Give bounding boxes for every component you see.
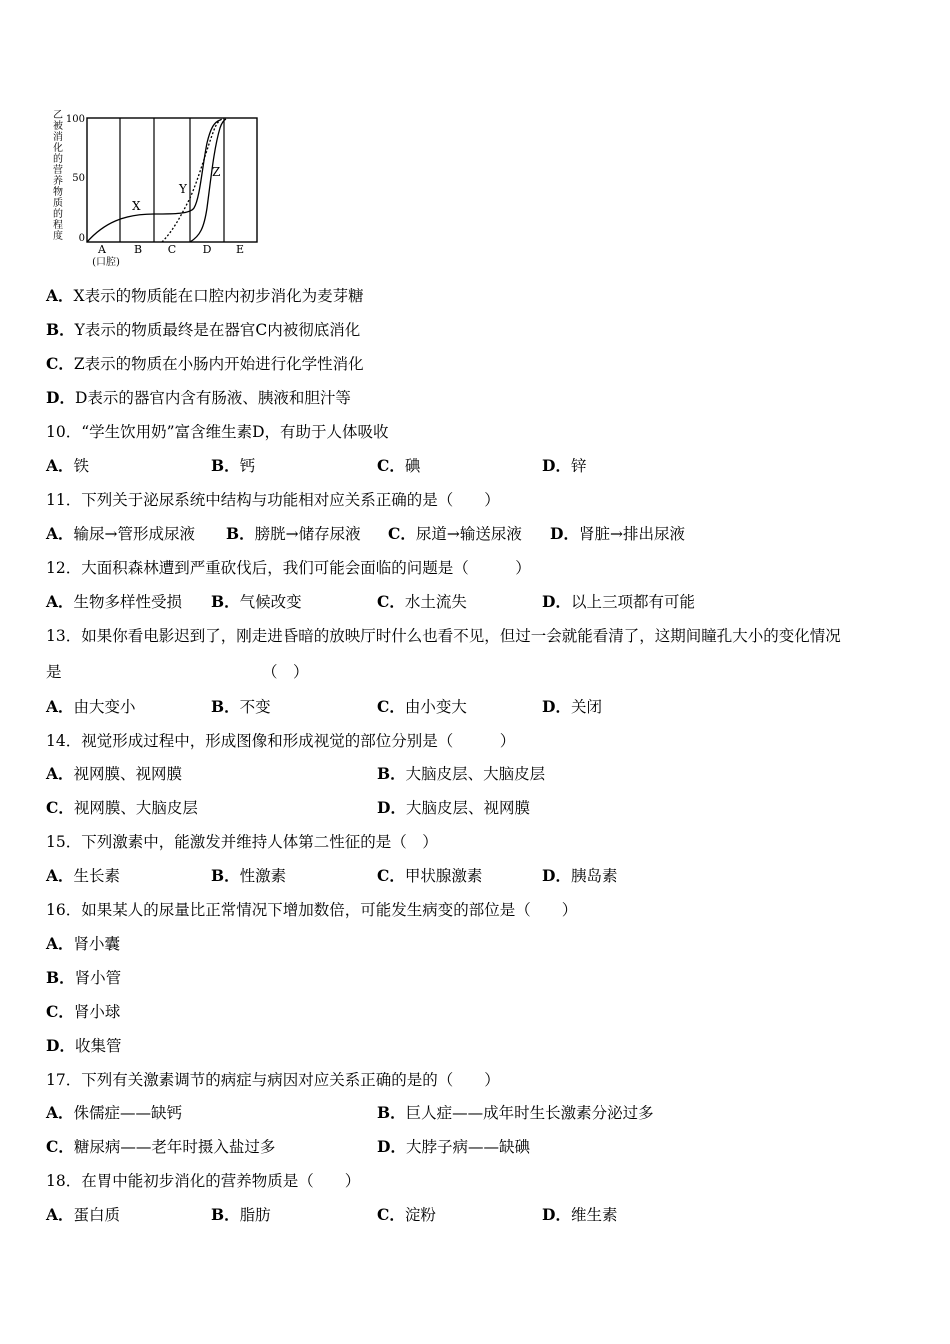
- q18-option-d: D．维生素: [542, 1205, 618, 1224]
- q16-stem: 16．如果某人的尿量比正常情况下增加数倍，可能发生病变的部位是（ ）: [46, 901, 578, 919]
- q14-option-a: A．视网膜、视网膜: [46, 764, 183, 783]
- q9-option-d: D．D表示的器官内含有肠液、胰液和胆汁等: [46, 388, 351, 407]
- ylabel-char: 化: [53, 143, 63, 154]
- ylabel-char: 的: [53, 154, 63, 165]
- ylabel-char: 乙: [53, 110, 63, 121]
- q9-option-b: B．Y表示的物质最终是在器官C内被彻底消化: [46, 320, 361, 339]
- q13-answer-blank: （ ）: [262, 663, 309, 681]
- q12-option-b: B．气候改变: [211, 592, 302, 611]
- q9-option-a: A．X表示的物质能在口腔内初步消化为麦芽糖: [46, 286, 364, 305]
- q11-option-b: B．膀胱→储存尿液: [226, 524, 361, 543]
- ylabel-char: 被: [53, 121, 63, 132]
- q11-option-c: C．尿道→输送尿液: [388, 524, 522, 543]
- q13-stem-cont: 是: [46, 663, 62, 681]
- q17-option-b: B．巨人症——成年时生长激素分泌过多: [377, 1103, 654, 1122]
- q18-option-b: B．脂肪: [211, 1205, 271, 1224]
- q10-stem: 10．“学生饮用奶”富含维生素D，有助于人体吸收: [46, 423, 389, 441]
- ytick-0: 0: [78, 233, 85, 244]
- q13-option-d: D．关闭: [542, 697, 602, 716]
- organ-e: E: [235, 243, 245, 256]
- q16-option-d: D．收集管: [46, 1036, 122, 1055]
- q15-option-d: D．胰岛素: [542, 866, 618, 885]
- q14-option-b: B．大脑皮层、大脑皮层: [377, 764, 546, 783]
- q17-option-c: C．糖尿病——老年时摄入盐过多: [46, 1137, 276, 1156]
- ytick-100: 100: [65, 114, 85, 125]
- q14-option-c: C．视网膜、大脑皮层: [46, 798, 198, 817]
- q15-option-a: A．生长素: [46, 866, 121, 885]
- q14-stem: 14．视觉形成过程中，形成图像和形成视觉的部位分别是（ ）: [46, 732, 516, 750]
- q16-option-c: C．肾小球: [46, 1002, 121, 1021]
- curve-y: [162, 119, 222, 242]
- ylabel-char: 度: [53, 231, 63, 242]
- ylabel-char: 营: [53, 165, 63, 176]
- ytick-50: 50: [72, 173, 85, 184]
- q15-option-c: C．甲状腺激素: [377, 866, 483, 885]
- q16-option-b: B．肾小管: [46, 968, 122, 987]
- digestion-chart: [44, 108, 274, 268]
- q12-option-c: C．水土流失: [377, 592, 467, 611]
- q13-stem: 13．如果你看电影迟到了，刚走进昏暗的放映厅时什么也看不见，但过一会就能看清了，这期间瞳孔大小的变化情况: [46, 627, 841, 645]
- curve-label-z: Z: [212, 165, 221, 179]
- ylabel-char: 物: [53, 187, 63, 198]
- q10-option-b: B．钙: [211, 456, 256, 475]
- ylabel-char: 的: [53, 209, 63, 220]
- q14-option-d: D．大脑皮层、视网膜: [377, 798, 530, 817]
- curve-label-y: Y: [179, 182, 187, 196]
- q18-stem: 18．在胃中能初步消化的营养物质是（ ）: [46, 1172, 361, 1190]
- y-axis-label: [53, 109, 63, 242]
- q11-option-d: D．肾脏→排出尿液: [550, 524, 685, 543]
- q15-option-b: B．性激素: [211, 866, 287, 885]
- q12-option-d: D．以上三项都有可能: [542, 592, 695, 611]
- q18-option-a: A．蛋白质: [46, 1205, 121, 1224]
- curve-label-x: X: [132, 199, 141, 213]
- q10-option-d: D．锌: [542, 456, 587, 475]
- organ-d: D: [202, 243, 212, 256]
- q17-stem: 17．下列有关激素调节的病症与病因对应关系正确的是的（ ）: [46, 1071, 500, 1089]
- organ-a-sub: (口腔): [92, 257, 120, 268]
- ylabel-char: 质: [53, 198, 63, 209]
- q17-option-d: D．大脖子病——缺碘: [377, 1137, 530, 1156]
- ylabel-char: 消: [53, 132, 63, 143]
- q16-option-a: A．肾小囊: [46, 934, 121, 953]
- q13-option-a: A．由大变小: [46, 697, 136, 716]
- q11-stem: 11．下列关于泌尿系统中结构与功能相对应关系正确的是（ ）: [46, 491, 500, 509]
- q12-option-a: A．生物多样性受损: [46, 592, 183, 611]
- q15-stem: 15．下列激素中，能激发并维持人体第二性征的是（ ）: [46, 833, 438, 851]
- q17-option-a: A．侏儒症——缺钙: [46, 1103, 183, 1122]
- organ-a: A: [98, 243, 106, 256]
- ylabel-char: 养: [53, 176, 63, 187]
- q10-option-a: A．铁: [46, 456, 90, 475]
- q18-option-c: C．淀粉: [377, 1205, 436, 1224]
- q12-stem: 12．大面积森林遭到严重砍伐后，我们可能会面临的问题是（ ）: [46, 559, 531, 577]
- q13-option-b: B．不变: [211, 697, 271, 716]
- q9-option-c: C．Z表示的物质在小肠内开始进行化学性消化: [46, 354, 364, 373]
- q10-option-c: C．碘: [377, 456, 421, 475]
- organ-c: C: [167, 243, 177, 256]
- q11-option-a: A．输尿→管形成尿液: [46, 524, 196, 543]
- q13-option-c: C．由小变大: [377, 697, 467, 716]
- ylabel-char: 程: [53, 220, 63, 231]
- plot-frame: [87, 118, 257, 242]
- organ-b: B: [133, 243, 143, 256]
